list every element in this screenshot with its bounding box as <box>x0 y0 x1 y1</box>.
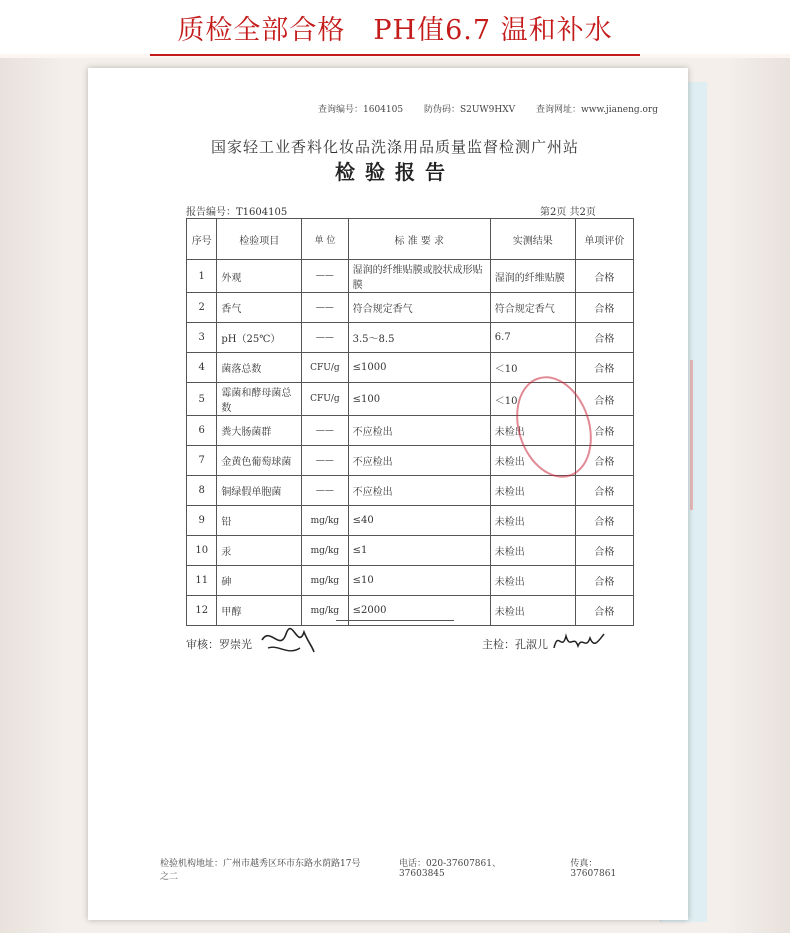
row-item: 粪大肠菌群 <box>217 416 302 446</box>
header-result: 实测结果 <box>490 219 575 260</box>
row-evaluation: 合格 <box>575 506 633 536</box>
organization-name: 国家轻工业香料化妆品洗涤用品质量监督检测广州站 <box>210 138 579 156</box>
row-unit: —— <box>302 260 348 293</box>
row-result: 未检出 <box>490 596 575 626</box>
row-item: 甲醇 <box>217 596 302 626</box>
row-no: 6 <box>187 416 217 446</box>
row-evaluation: 合格 <box>575 566 633 596</box>
row-standard: ≤1 <box>348 536 490 566</box>
row-item: 汞 <box>217 536 302 566</box>
row-result: 未检出 <box>490 536 575 566</box>
row-item: 霉菌和酵母菌总数 <box>217 383 302 416</box>
row-item: 菌落总数 <box>217 353 302 383</box>
row-evaluation: 合格 <box>575 353 633 383</box>
row-unit: mg/kg <box>302 506 348 536</box>
row-standard: ≤40 <box>348 506 490 536</box>
row-result: 未检出 <box>490 506 575 536</box>
header-unit: 单 位 <box>302 219 348 260</box>
row-evaluation: 合格 <box>575 323 633 353</box>
table-header-row <box>187 219 634 260</box>
table-row <box>187 536 634 566</box>
fax: 传真：37607861 <box>570 859 617 879</box>
query-site: 查询网址：www.jianeng.org <box>536 105 658 115</box>
table-row <box>187 506 634 536</box>
banner-underline <box>150 54 640 56</box>
row-unit: CFU/g <box>302 383 348 416</box>
row-unit: mg/kg <box>302 566 348 596</box>
row-evaluation: 合格 <box>575 293 633 323</box>
banner-left-text: 质检全部合格 <box>177 14 346 46</box>
row-item: 铅 <box>217 506 302 536</box>
row-unit: —— <box>302 476 348 506</box>
row-result: 未检出 <box>490 566 575 596</box>
row-result: 符合规定香气 <box>490 293 575 323</box>
row-evaluation: 合格 <box>575 446 633 476</box>
row-item: 铜绿假单胞菌 <box>217 476 302 506</box>
row-item: 金黄色葡萄球菌 <box>217 446 302 476</box>
report-title: 检验报告 <box>335 160 455 184</box>
header-evaluation: 单项评价 <box>575 219 633 260</box>
footer <box>160 856 640 882</box>
signature-line <box>336 620 454 621</box>
row-evaluation: 合格 <box>575 536 633 566</box>
table-row <box>187 596 634 626</box>
row-unit: —— <box>302 416 348 446</box>
row-standard: 湿润的纤维贴膜或胶状成形贴膜 <box>348 260 490 293</box>
row-item: 砷 <box>217 566 302 596</box>
row-standard: 不应检出 <box>348 476 490 506</box>
table-row <box>187 260 634 293</box>
row-unit: —— <box>302 323 348 353</box>
row-no: 4 <box>187 353 217 383</box>
row-no: 7 <box>187 446 217 476</box>
row-result: 未检出 <box>490 476 575 506</box>
row-result: 未检出 <box>490 446 575 476</box>
row-standard: ≤10 <box>348 566 490 596</box>
row-no: 3 <box>187 323 217 353</box>
address: 检验机构地址：广州市越秀区环市东路水荫路17号之二 <box>160 859 361 882</box>
anti-fake-code: 防伪码：S2UW9HXV <box>423 105 516 115</box>
row-result: ＜10 <box>490 353 575 383</box>
row-item: pH（25℃） <box>217 323 302 353</box>
row-item: 外观 <box>217 260 302 293</box>
table-row <box>187 293 634 323</box>
row-standard: 3.5～8.5 <box>348 323 490 353</box>
row-standard: 不应检出 <box>348 446 490 476</box>
auditor-label: 审核：罗崇光 <box>186 638 252 651</box>
banner-right-text: PH值6.7 温和补水 <box>373 14 613 46</box>
row-unit: —— <box>302 293 348 323</box>
header-item: 检验项目 <box>217 219 302 260</box>
row-evaluation: 合格 <box>575 476 633 506</box>
report-number: 报告编号：T1604105 <box>186 207 288 218</box>
inspector-label: 主检：孔淑儿 <box>482 638 548 651</box>
query-info-row <box>318 102 658 120</box>
page-number: 第2页 共2页 <box>540 207 596 218</box>
row-no: 9 <box>187 506 217 536</box>
row-result: 未检出 <box>490 416 575 446</box>
row-result: 6.7 <box>490 323 575 353</box>
row-no: 5 <box>187 383 217 416</box>
row-standard: 符合规定香气 <box>348 293 490 323</box>
query-number: 查询编号：1604105 <box>318 105 404 115</box>
table-row <box>187 566 634 596</box>
row-standard: ≤100 <box>348 383 490 416</box>
row-result: ＜10 <box>490 383 575 416</box>
row-no: 10 <box>187 536 217 566</box>
banner <box>0 0 790 54</box>
header-standard: 标 准 要 求 <box>348 219 490 260</box>
back-sheet-stripe <box>690 360 693 510</box>
row-no: 12 <box>187 596 217 626</box>
row-unit: mg/kg <box>302 536 348 566</box>
row-standard: ≤1000 <box>348 353 490 383</box>
header-no: 序号 <box>187 219 217 260</box>
row-unit: —— <box>302 446 348 476</box>
table-row <box>187 323 634 353</box>
table-row <box>187 476 634 506</box>
row-evaluation: 合格 <box>575 383 633 416</box>
row-unit: CFU/g <box>302 353 348 383</box>
row-evaluation: 合格 <box>575 416 633 446</box>
table-row <box>187 353 634 383</box>
row-evaluation: 合格 <box>575 260 633 293</box>
row-standard: 不应检出 <box>348 416 490 446</box>
inspector-signature <box>552 628 608 654</box>
row-no: 1 <box>187 260 217 293</box>
row-no: 11 <box>187 566 217 596</box>
row-standard: ≤2000 <box>348 596 490 626</box>
row-result: 湿润的纤维贴膜 <box>490 260 575 293</box>
row-no: 8 <box>187 476 217 506</box>
auditor-signature <box>258 622 318 662</box>
row-unit: mg/kg <box>302 596 348 626</box>
row-evaluation: 合格 <box>575 596 633 626</box>
phone: 电话：020-37607861、37603845 <box>398 859 501 879</box>
row-no: 2 <box>187 293 217 323</box>
row-item: 香气 <box>217 293 302 323</box>
